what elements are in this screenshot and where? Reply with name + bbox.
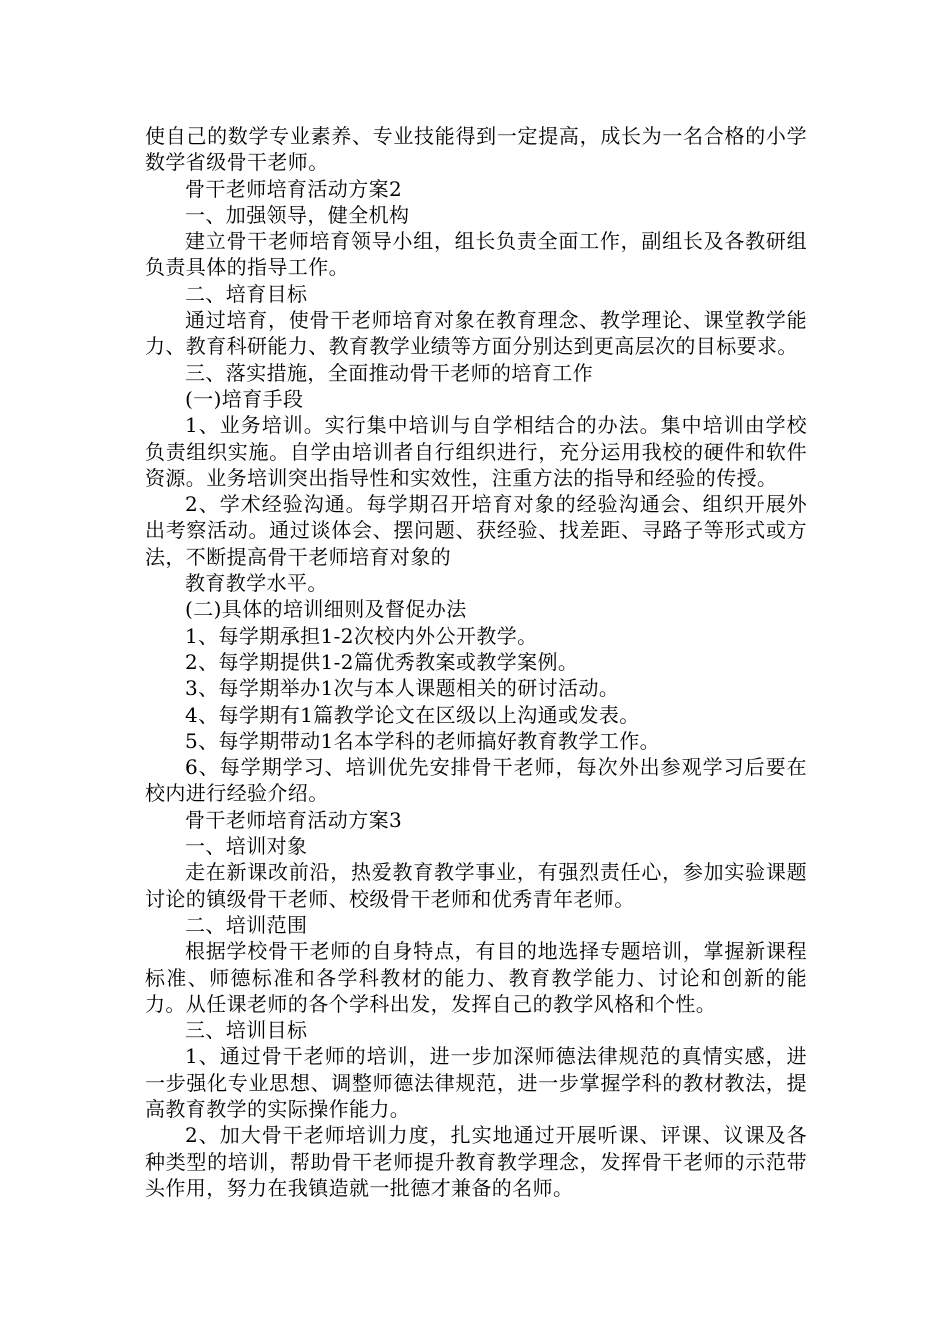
list-item: 1、每学期承担1-2次校内外公开教学。 <box>185 623 538 648</box>
paragraph: 2、加大骨干老师培训力度，扎实地通过开展听课、评课、议课及各种类型的培训，帮助骨干老师提升教育教学理念，发挥骨干老师的示范带头作用，努力在我镇造就一批德才兼备的名师。 <box>145 1123 807 1200</box>
subheading: (二)具体的培训细则及督促办法 <box>185 597 467 622</box>
paragraph: 建立骨干老师培育领导小组，组长负责全面工作，副组长及各教研组负责具体的指导工作。 <box>145 229 807 280</box>
paragraph: 根据学校骨干老师的自身特点，有目的地选择专题培训，掌握新课程标准、师德标准和各学科教材的能力、教育教学能力、讨论和创新的能力。从任课老师的各个学科出发，发挥自己的教学风格和个性。 <box>145 939 807 1016</box>
section-title: 骨干老师培育活动方案3 <box>185 807 403 832</box>
paragraph: 1、通过骨干老师的培训，进一步加深师德法律规范的真情实感，进一步强化专业思想、调整师德法律规范，进一步掌握学科的教材教法，提高教育教学的实际操作能力。 <box>145 1044 807 1121</box>
paragraph: 使自己的数学专业素养、专业技能得到一定提高，成长为一名合格的小学数学省级骨干老师。 <box>145 124 807 175</box>
list-item: 3、每学期举办1次与本人课题相关的研讨活动。 <box>185 676 620 701</box>
heading: 三、培训目标 <box>185 1018 308 1043</box>
paragraph: 1、业务培训。实行集中培训与自学相结合的办法。集中培训由学校负责组织实施。自学由培训者自行组织进行，充分运用我校的硬件和软件资源。业务培训突出指导性和实效性，注重方法的指导和经验的传授。 <box>145 413 807 490</box>
list-item: 4、每学期有1篇教学论文在区级以上沟通或发表。 <box>185 702 640 727</box>
paragraph: 走在新课改前沿，热爱教育教学事业，有强烈责任心，参加实验课题讨论的镇级骨干老师、校级骨干老师和优秀青年老师。 <box>145 860 807 911</box>
section-title: 骨干老师培育活动方案2 <box>185 176 403 201</box>
paragraph: 2、学术经验沟通。每学期召开培育对象的经验沟通会、组织开展外出考察活动。通过谈体会、摆问题、获经验、找差距、寻路子等形式或方法，不断提高骨干老师培育对象的 <box>145 492 807 569</box>
list-item: 5、每学期带动1名本学科的老师搞好教育教学工作。 <box>185 728 661 753</box>
paragraph: 通过培育，使骨干老师培育对象在教育理念、教学理论、课堂教学能力、教育科研能力、教育教学业绩等方面分别达到更高层次的目标要求。 <box>145 308 807 359</box>
document-body <box>145 123 807 1201</box>
heading: 二、培育目标 <box>185 281 308 306</box>
heading: 三、落实措施，全面推动骨干老师的培育工作 <box>185 360 593 385</box>
heading: 一、加强领导，健全机构 <box>185 202 410 227</box>
heading: 一、培训对象 <box>185 834 308 859</box>
paragraph: 教育教学水平。 <box>185 571 328 596</box>
heading: 二、培训范围 <box>185 912 308 937</box>
list-item: 6、每学期学习、培训优先安排骨干老师，每次外出参观学习后要在校内进行经验介绍。 <box>145 755 807 806</box>
list-item: 2、每学期提供1-2篇优秀教案或教学案例。 <box>185 649 579 674</box>
subheading: (一)培育手段 <box>185 386 304 411</box>
